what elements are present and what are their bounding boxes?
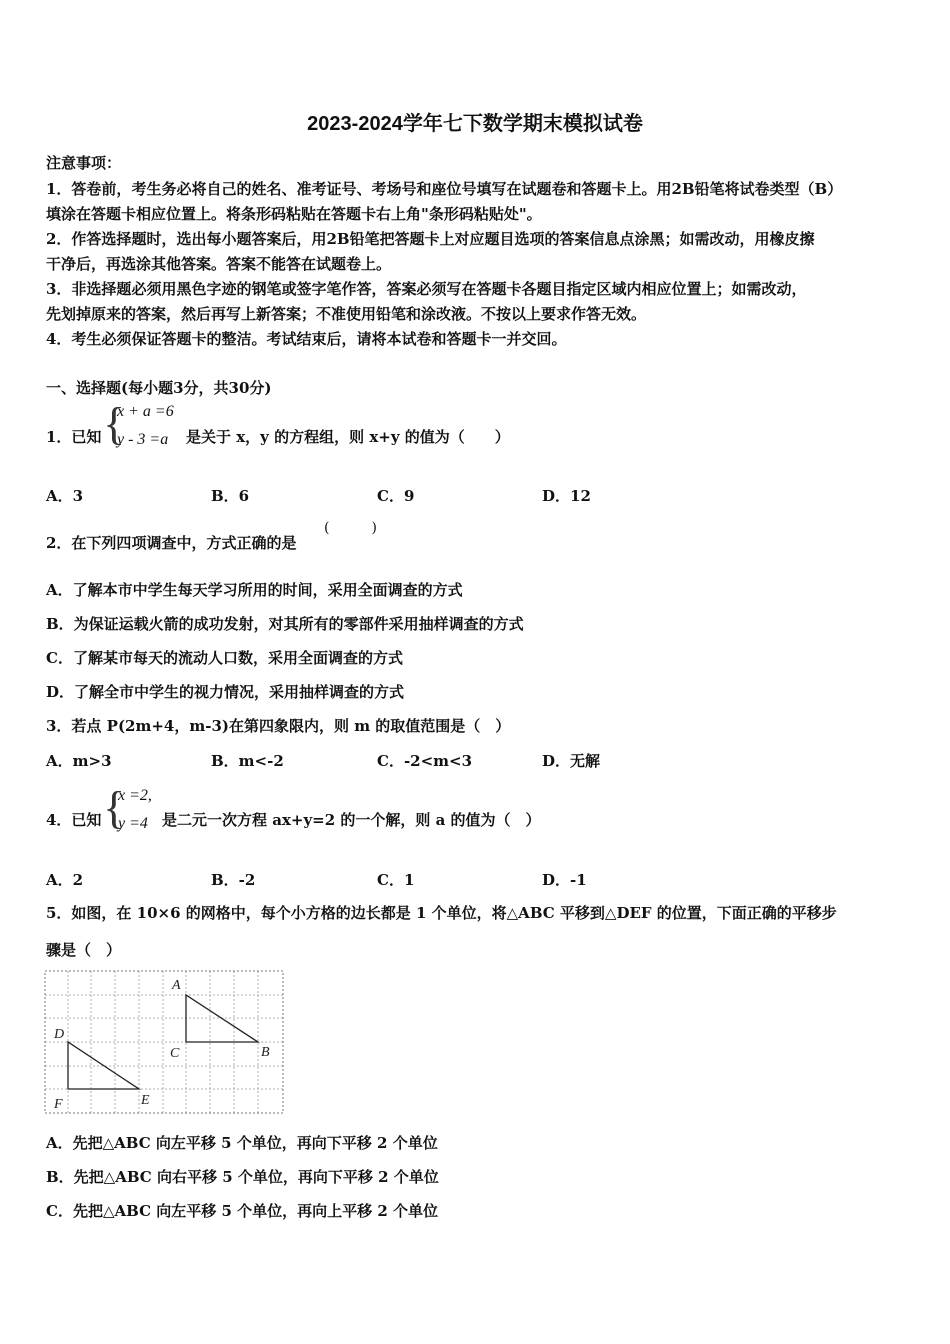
q1-option-d: D．12 bbox=[542, 487, 591, 505]
notice-line: 2．作答选择题时，选出每小题答案后，用2B铅笔把答题卡上对应题目选项的答案信息点涂黑；如需改动，用橡皮擦 bbox=[46, 230, 815, 248]
q4-equation-1: x =2, bbox=[118, 787, 152, 804]
q1-option-b: B．6 bbox=[211, 487, 250, 505]
q4-option-c: C．1 bbox=[377, 871, 415, 889]
triangle-abc bbox=[186, 995, 258, 1042]
notice-line: 4．考生必须保证答题卡的整洁。考试结束后，请将本试卷和答题卡一并交回。 bbox=[46, 330, 567, 348]
notice-line: 干净后，再选涂其他答案。答案不能答在试题卷上。 bbox=[46, 255, 392, 273]
q4-prefix: 4．已知 bbox=[46, 811, 102, 829]
q2-option-c: C．了解某市每天的流动人口数，采用全面调查的方式 bbox=[46, 649, 403, 667]
section-heading: 一、选择题(每小题3分，共30分) bbox=[46, 379, 272, 397]
left-brace-icon: { bbox=[103, 398, 126, 449]
q1-equation-1: x + a =6 bbox=[117, 403, 174, 420]
q4-option-a: A．2 bbox=[46, 871, 84, 889]
q1-option-c: C．9 bbox=[377, 487, 415, 505]
q4-option-b: B．-2 bbox=[211, 871, 256, 889]
left-brace-icon: { bbox=[103, 782, 126, 833]
q3-option-b: B．m<-2 bbox=[211, 752, 284, 770]
q4-equation-2: y =4 bbox=[118, 815, 148, 832]
q4-option-d: D．-1 bbox=[542, 871, 587, 889]
label-e: E bbox=[141, 1093, 150, 1108]
q1-equation-2: y - 3 =a bbox=[117, 431, 169, 448]
q3-option-c: C．-2<m<3 bbox=[377, 752, 473, 770]
q2-option-d: D．了解全市中学生的视力情况，采用抽样调查的方式 bbox=[46, 683, 405, 701]
q3-option-d: D．无解 bbox=[542, 752, 601, 770]
notice-line: 先划掉原来的答案，然后再写上新答案；不准使用铅笔和涂改液。不按以上要求作答无效。 bbox=[46, 305, 647, 323]
notice-line: 1．答卷前，考生务必将自己的姓名、准考证号、考场号和座位号填写在试题卷和答题卡上。用2B铅笔将试卷类型（B） bbox=[46, 180, 843, 198]
q1-option-a: A．3 bbox=[46, 487, 84, 505]
q3-stem: 3．若点 P(2m+4，m-3)在第四象限内，则 m 的取值范围是（ ） bbox=[46, 717, 511, 735]
q3-option-a: A．m>3 bbox=[46, 752, 112, 770]
triangle-def bbox=[68, 1042, 139, 1089]
label-b: B bbox=[261, 1045, 270, 1060]
q5-option-b: B．先把△ABC 向右平移 5 个单位，再向下平移 2 个单位 bbox=[46, 1168, 439, 1186]
notice-line: 填涂在答题卡相应位置上。将条形码粘贴在答题卡右上角"条形码粘贴处"。 bbox=[46, 205, 542, 223]
q1-suffix: 是关于 x，y 的方程组，则 x+y 的值为（ ） bbox=[186, 428, 510, 446]
notice-line: 3．非选择题必须用黑色字迹的钢笔或签字笔作答，答案必须写在答题卡各题目指定区域内相应位置上；如需改动， bbox=[46, 280, 807, 298]
q5-option-c: C．先把△ABC 向左平移 5 个单位，再向上平移 2 个单位 bbox=[46, 1202, 438, 1220]
page-title: 2023-2024学年七下数学期末模拟试卷 bbox=[307, 113, 643, 135]
label-a: A bbox=[172, 978, 181, 993]
notice-heading: 注意事项： bbox=[46, 154, 122, 172]
label-f: F bbox=[54, 1097, 63, 1112]
grid-figure bbox=[44, 970, 286, 1116]
q5-stem-continued: 骤是（ ） bbox=[46, 941, 122, 959]
q4-suffix: 是二元一次方程 ax+y=2 的一个解，则 a 的值为（ ） bbox=[162, 811, 541, 829]
label-c: C bbox=[170, 1046, 180, 1061]
q2-stem: 2．在下列四项调查中，方式正确的是 bbox=[46, 534, 297, 552]
q2-option-b: B．为保证运载火箭的成功发射，对其所有的零部件采用抽样调查的方式 bbox=[46, 615, 524, 633]
label-d: D bbox=[54, 1027, 65, 1042]
q5-option-a: A．先把△ABC 向左平移 5 个单位，再向下平移 2 个单位 bbox=[46, 1134, 438, 1152]
q1-prefix: 1．已知 bbox=[46, 428, 102, 446]
q2-option-a: A．了解本市中学生每天学习所用的时间，采用全面调查的方式 bbox=[46, 581, 463, 599]
q2-paren: ( ) bbox=[324, 520, 377, 536]
q5-stem: 5．如图，在 10×6 的网格中，每个小方格的边长都是 1 个单位，将△ABC 平移到△DEF 的位置，下面正确的平移步 bbox=[46, 904, 837, 922]
